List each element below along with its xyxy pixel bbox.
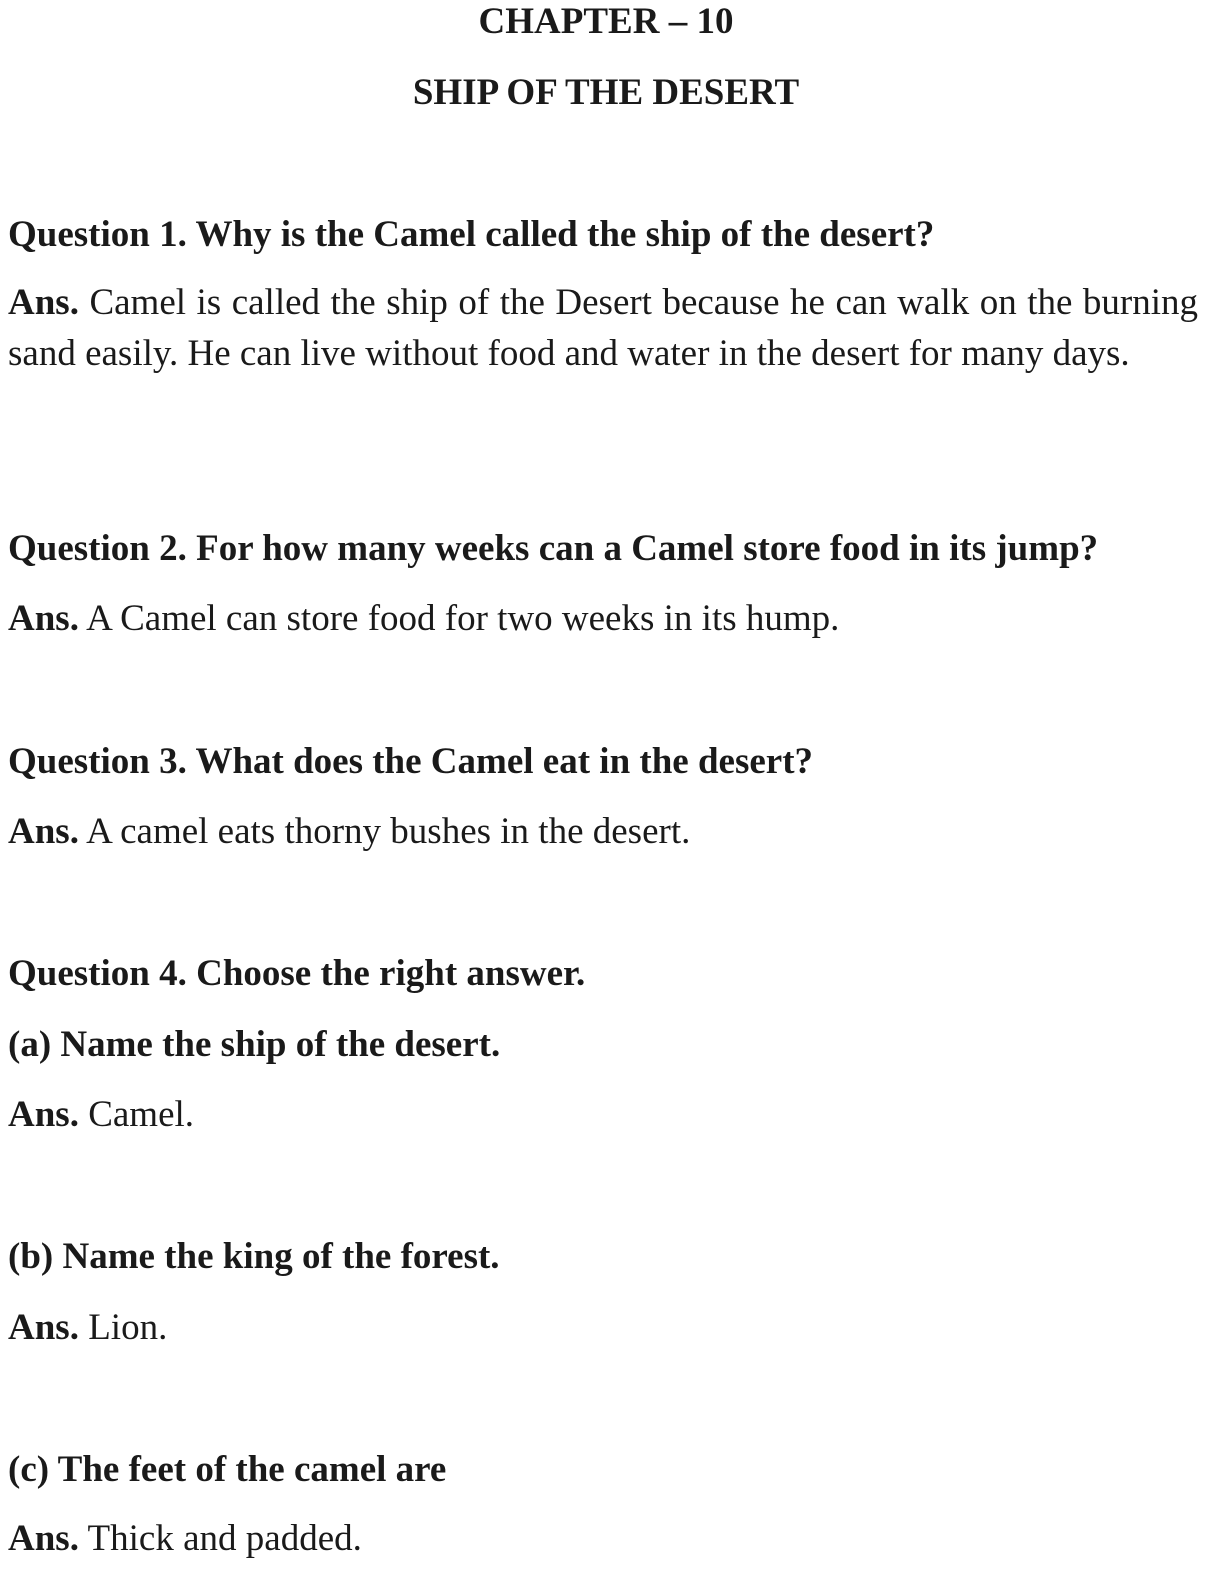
question-3: Question 3. What does the Camel eat in the desert?	[8, 741, 814, 782]
chapter-title: SHIP OF THE DESERT	[412, 72, 800, 113]
question-1: Question 1. Why is the Camel called the ship of the desert?	[8, 214, 935, 255]
answer-label: Ans.	[8, 598, 79, 639]
answer-4b-text: Lion.	[88, 1307, 168, 1348]
answer-1	[8, 277, 1198, 379]
answer-4c-text: Thick and padded.	[87, 1518, 362, 1559]
answer-4c	[8, 1517, 362, 1560]
question-2: Question 2. For how many weeks can a Camel store food in its jump?	[8, 528, 1099, 569]
question-4a: (a) Name the ship of the desert.	[8, 1024, 501, 1065]
chapter-heading: CHAPTER – 10	[478, 1, 734, 42]
answer-2	[8, 597, 839, 640]
answer-label: Ans.	[8, 1307, 79, 1348]
answer-4a	[8, 1093, 194, 1136]
answer-2-text: A Camel can store food for two weeks in its hump.	[86, 598, 840, 639]
answer-3-text: A camel eats thorny bushes in the desert.	[86, 811, 691, 852]
answer-label: Ans.	[8, 282, 79, 323]
answer-label: Ans.	[8, 1094, 79, 1135]
question-4c: (c) The feet of the camel are	[8, 1449, 447, 1490]
question-4: Question 4. Choose the right answer.	[8, 953, 586, 994]
answer-4a-text: Camel.	[88, 1094, 195, 1135]
answer-3	[8, 810, 690, 853]
question-4b: (b) Name the king of the forest.	[8, 1236, 500, 1277]
answer-4b	[8, 1306, 167, 1349]
answer-label: Ans.	[8, 811, 79, 852]
answer-label: Ans.	[8, 1518, 79, 1559]
answer-1-text: Camel is called the ship of the Desert because he can walk on the burning sand easily. He can live without food and water in the desert for many days.	[8, 282, 1199, 374]
